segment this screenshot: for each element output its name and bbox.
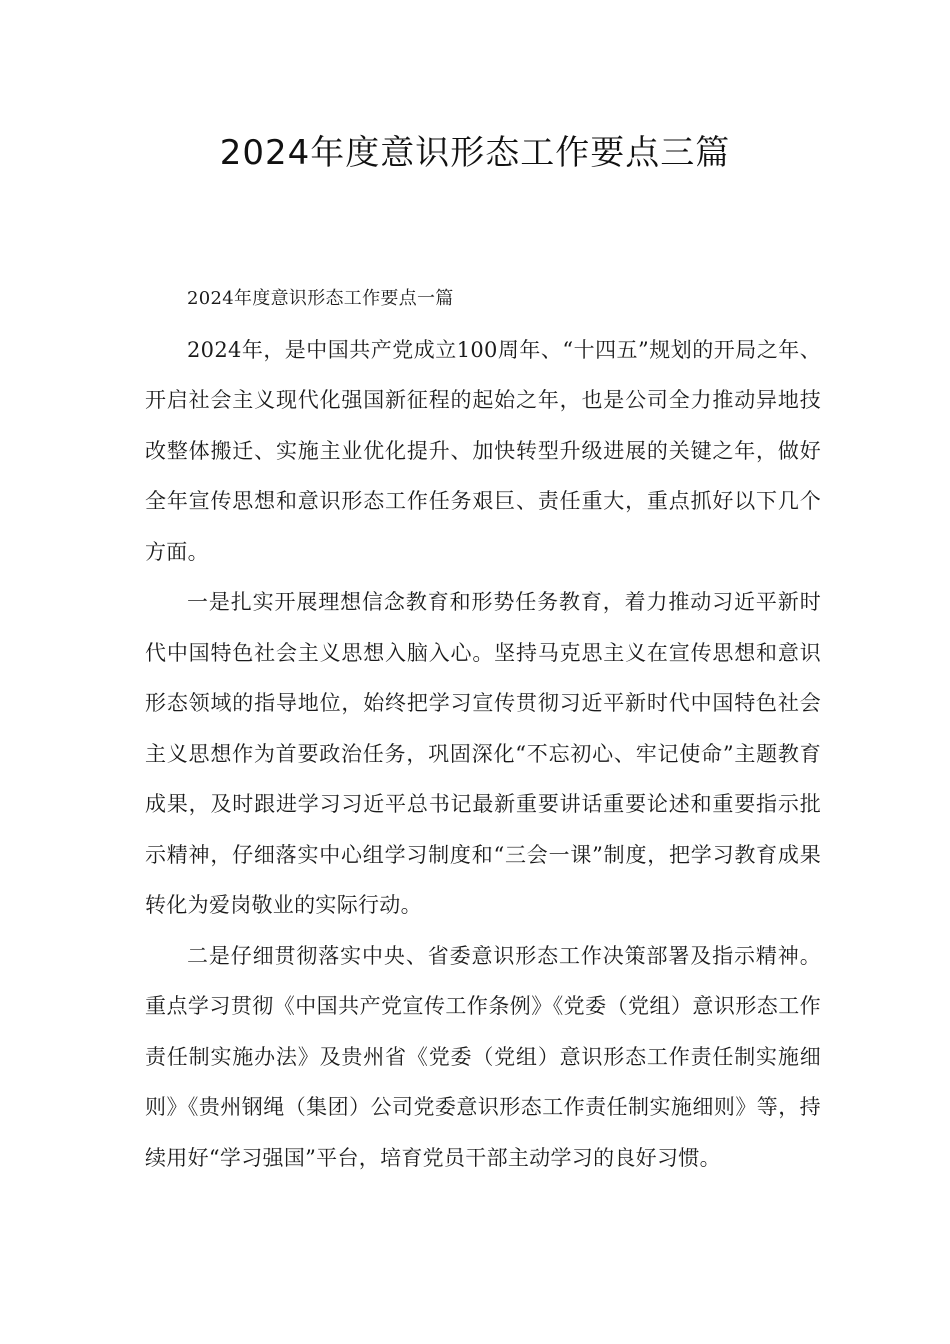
- paragraph-point-two: 二是仔细贯彻落实中央、省委意识形态工作决策部署及指示精神。重点学习贯彻《中国共产党宣传工作条例》《党委（党组）意识形态工作责任制实施办法》及贵州省《党委（党组）意识形态工作责任制实施细则》《贵州钢绳（集团）公司党委意识形态工作责任制实施细则》等，持续用好“学习强国”平台，培育党员干部主动学习的良好习惯。: [145, 943, 821, 1170]
- section-subheading: 2024年度意识形态工作要点一篇: [187, 288, 454, 309]
- document-body: [145, 274, 821, 1183]
- document-title: 2024年度意识形态工作要点三篇: [219, 133, 731, 173]
- paragraph-point-one: 一是扎实开展理想信念教育和形势任务教育，着力推动习近平新时代中国特色社会主义思想入脑入心。坚持马克思主义在宣传思想和意识形态领域的指导地位，始终把学习宣传贯彻习近平新时代中国特色社会主义思想作为首要政治任务，巩固深化“不忘初心、牢记使命”主题教育成果，及时跟进学习习近平总书记最新重要讲话重要论述和重要指示批示精神，仔细落实中心组学习制度和“三会一课”制度，把学习教育成果转化为爱岗敬业的实际行动。: [145, 590, 821, 917]
- paragraph-intro: 2024年，是中国共产党成立100周年、“十四五”规划的开局之年、开启社会主义现代化强国新征程的起始之年，也是公司全力推动异地技改整体搬迁、实施主业优化提升、加快转型升级进展的关键之年，做好全年宣传思想和意识形态工作任务艰巨、责任重大，重点抓好以下几个方面。: [145, 337, 821, 564]
